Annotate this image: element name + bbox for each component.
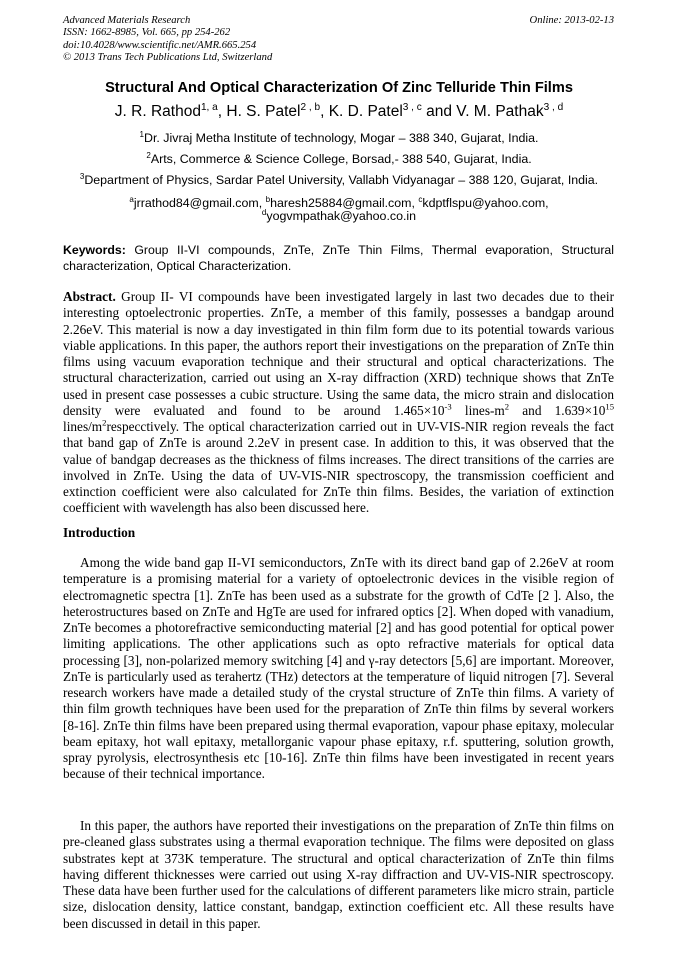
email: yogvmpathak@yahoo.co.in xyxy=(266,209,417,223)
author: V. M. Pathak xyxy=(456,103,544,120)
superscript: 2 xyxy=(102,417,107,428)
email-sup: d xyxy=(261,207,267,217)
email: kdptflspu@yahoo.com, xyxy=(422,196,549,210)
aff-sup: 3 xyxy=(79,171,85,181)
abstract xyxy=(63,289,614,517)
author: H. S. Patel xyxy=(226,103,301,120)
keywords-text: Group II-VI compounds, ZnTe, ZnTe Thin Films, Thermal evaporation, Structural characterization, Optical Characterization. xyxy=(63,243,614,273)
abstract-text: lines-m xyxy=(451,402,505,418)
journal-header xyxy=(63,15,272,64)
affiliation xyxy=(0,152,678,166)
aff-text: Dr. Jivraj Metha Institute of technology, Mogar – 388 340, Gujarat, India. xyxy=(144,131,539,145)
superscript: -3 xyxy=(444,401,452,412)
section-heading: Introduction xyxy=(63,525,136,540)
doi: doi:10.4028/www.scientific.net/AMR.665.254 xyxy=(63,39,257,51)
author-sup: 2 , b xyxy=(300,101,321,113)
aff-sup: 2 xyxy=(146,150,151,160)
copyright: © 2013 Trans Tech Publications Ltd, Switzerland xyxy=(63,51,273,63)
intro-paragraph: Among the wide band gap II-VI semiconductors, ZnTe with its direct band gap of 2.26eV at room temperature is a promising material for a variety of optoelectronic devices in the visible region of electromagnetic spectra [1]. ZnTe has been used as a substrate for the growth of CdTe [2 ]. Also, the heterostructures based on ZnTe and HgTe are used for infrared optics [2]. When doped with vanadium, ZnTe becomes a photorefractive semiconducting material [2] and has good potential for optical power limiting applications. The other applications such as opto refractive materials for optical data processing [3], non-polarized memory switching [4] and γ-ray detectors [5,6] are important. Moreover, ZnTe is particularly used as terahertz (THz) detectors at the temperature of liquid nitrogen [7]. Several research workers have made a detailed study of the crystal structure of ZnTe thin films. A variety of thin film growth techniques have been used for the preparation of ZnTe thin films by several workers [8-16]. ZnTe thin films have been prepared using thermal evaporation, vapour phase epitaxy, molecular beam epitaxy, hot wall epitaxy, metallorganic vapour phase epitaxy, r.f. sputtering, solution growth, spray pyrolysis, electrosynthesis etc [10-16]. ZnTe thin films have been investigated in recent years because of their technical importance. xyxy=(63,555,614,782)
author-list xyxy=(0,103,678,121)
email-sup: b xyxy=(265,194,271,204)
abstract-label: Abstract. xyxy=(63,289,116,304)
aff-text: Department of Physics, Sardar Patel University, Vallabh Vidyanagar – 388 120, Gujarat, India. xyxy=(84,173,599,187)
separator: , xyxy=(217,103,227,120)
emails xyxy=(0,196,678,210)
superscript: 2 xyxy=(504,401,510,412)
abstract-text: lines/m xyxy=(63,419,103,434)
author-sup: 3 , d xyxy=(543,101,564,113)
aff-text: Arts, Commerce & Science College, Borsad,- 388 540, Gujarat, India. xyxy=(150,152,532,166)
journal-name: Advanced Materials Research xyxy=(63,15,191,26)
keywords-label: Keywords: xyxy=(63,243,126,257)
keywords xyxy=(63,243,614,274)
affiliation xyxy=(0,173,678,187)
aff-sup: 1 xyxy=(139,129,145,139)
separator: , xyxy=(320,103,329,120)
abstract-text: and 1.639×10 xyxy=(509,402,606,418)
author-sup: 3 , c xyxy=(402,101,422,113)
author: K. D. Patel xyxy=(328,103,403,120)
author: J. R. Rathod xyxy=(114,103,201,120)
online-date: Online: 2013-02-13 xyxy=(529,15,614,26)
superscript: 15 xyxy=(605,401,615,412)
issn: ISSN: 1662-8985, Vol. 665, pp 254-262 xyxy=(63,27,231,39)
emails xyxy=(0,209,678,223)
abstract-text: Group II- VI compounds have been investigated largely in last two decades due to their interesting optoelectronic properties. ZnTe, a member of this family, possesses a bandgap around 2.26eV. This material is now a day investigated in thin film form due to its potential towards various viable applications. In this paper, the authors report their investigations on the preparation of ZnTe thin films using vacuum evaporation technique and their structural and optical characterizations. The structural characterization, carried out using an X-ray diffraction (XRD) technique shows that ZnTe used in present case possesses a cubic structure. Using the same data, the micro strain and dislocation density were evaluated and found to be around 1.465×10 xyxy=(63,289,614,418)
email-sup: a xyxy=(129,194,134,204)
paper-title: Structural And Optical Characterization Of Zinc Telluride Thin Films xyxy=(105,80,573,96)
email: jrrathod84@gmail.com, xyxy=(133,196,266,210)
email-sup: c xyxy=(418,194,423,204)
abstract-text: respecctively. The optical characterization carried out in UV-VIS-NIR region reveals the fact that band gap of ZnTe is around 2.2eV in present case. In addition to this, it was observed that the value of bandgap decreases as the thickness of films increases. The direct transitions of the carries are involved in ZnTe. Using the data of UV-VIS-NIR spectroscopy, the transmission coefficient and extinction coefficient were also calculated for ZnTe thin films. Besides, the variation of extinction coefficient with wavelength has also been discussed here. xyxy=(63,419,614,516)
email: haresh25884@gmail.com, xyxy=(270,196,419,210)
intro-paragraph: In this paper, the authors have reported their investigations on the preparation of ZnTe thin films on pre-cleaned glass substrates using a thermal evaporation technique. The films were deposited on glass substrates kept at 373K temperature. The structural and optical characterization of ZnTe thin films having different thicknesses were carried out using X-ray diffraction and UV-VIS-NIR spectroscopy. These data have been further used for the calculations of different parameters like micro strain, particle size, dislocation density, lattice constant, bandgap, extinction coefficient etc. All these results have been discussed in detail in this paper. xyxy=(63,818,614,931)
author-sup: 1, a xyxy=(200,101,218,113)
affiliation xyxy=(0,131,678,145)
separator: and xyxy=(421,103,457,120)
